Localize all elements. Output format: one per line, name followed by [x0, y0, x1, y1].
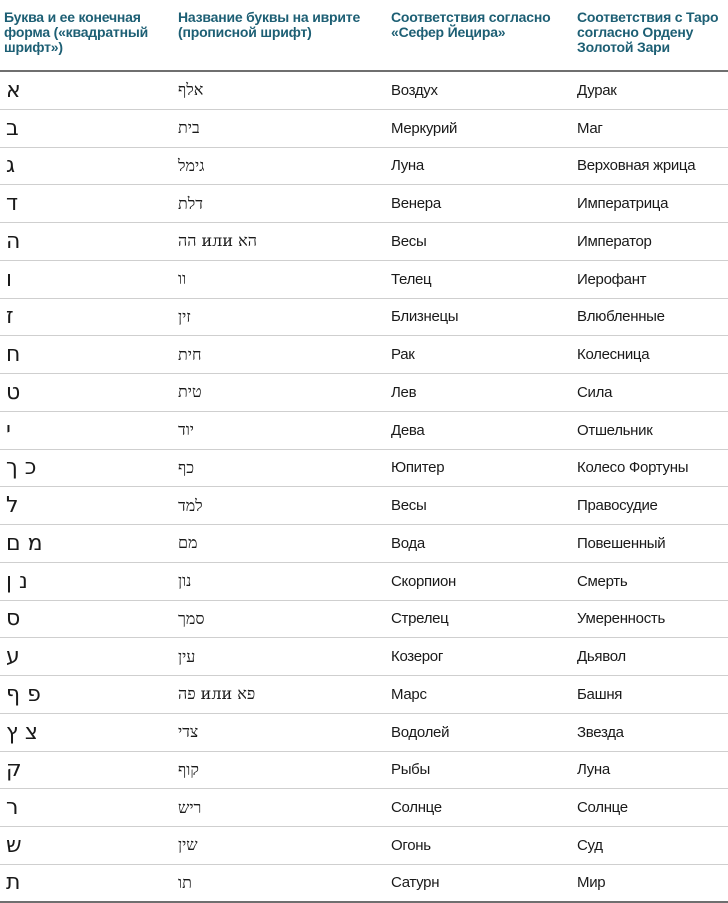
letter-cell: ב [6, 115, 19, 141]
letter-cell: ז [6, 304, 14, 330]
hebrew-name-cell: מם [178, 533, 198, 553]
hebrew-name-cell: זין [178, 306, 191, 326]
tarot-correspondence-cell: Башня [577, 685, 623, 703]
letter-cell: פ ף [6, 681, 41, 707]
letter-cell: ט [6, 379, 21, 405]
letter-cell: ס [6, 606, 21, 632]
hebrew-name-cell: שין [178, 835, 198, 855]
hebrew-name-cell: צדי [178, 722, 199, 742]
letter-cell: מ ם [6, 530, 43, 556]
sefer-correspondence-cell: Юпитер [391, 459, 445, 477]
table-row [0, 487, 728, 525]
table-row [0, 601, 728, 639]
letter-cell: ג [6, 153, 16, 179]
sefer-correspondence-cell: Дева [391, 421, 425, 439]
sefer-correspondence-cell: Козерог [391, 648, 444, 666]
table-row [0, 563, 728, 601]
tarot-correspondence-cell: Сила [577, 383, 613, 401]
tarot-correspondence-cell: Колесница [577, 346, 650, 364]
tarot-correspondence-cell: Мир [577, 874, 606, 892]
sefer-correspondence-cell: Близнецы [391, 308, 459, 326]
letter-cell: צ ץ [6, 719, 38, 745]
letter-cell: ש [6, 832, 22, 858]
tarot-correspondence-cell: Император [577, 232, 652, 250]
letter-cell: א [6, 77, 21, 103]
tarot-correspondence-cell: Дурак [577, 81, 617, 99]
hebrew-name-cell: כף [178, 457, 195, 477]
table-row [0, 789, 728, 827]
letter-cell: ו [6, 266, 12, 292]
tarot-correspondence-cell: Солнце [577, 799, 628, 817]
table-row [0, 185, 728, 223]
hebrew-name-cell: קוף [178, 759, 199, 779]
sefer-correspondence-cell: Водолей [391, 723, 450, 741]
hebrew-name-cell: בית [178, 118, 200, 138]
letter-cell: נ ן [6, 568, 28, 594]
tarot-correspondence-cell: Повешенный [577, 534, 666, 552]
sefer-correspondence-cell: Венера [391, 195, 441, 213]
letter-cell: ר [6, 795, 19, 821]
sefer-correspondence-cell: Рыбы [391, 761, 430, 779]
sefer-correspondence-cell: Сатурн [391, 874, 440, 892]
header-name: Название буквы на иврите (прописной шрифт) [178, 9, 361, 40]
sefer-correspondence-cell: Весы [391, 497, 427, 515]
table-row [0, 110, 728, 148]
sefer-correspondence-cell: Рак [391, 346, 415, 364]
hebrew-name-cell: עין [178, 646, 196, 666]
tarot-correspondence-cell: Правосудие [577, 497, 658, 515]
tarot-correspondence-cell: Дьявол [577, 648, 626, 666]
sefer-correspondence-cell: Телец [391, 270, 432, 288]
sefer-correspondence-cell: Меркурий [391, 119, 458, 137]
tarot-correspondence-cell: Звезда [577, 723, 624, 741]
sefer-correspondence-cell: Вода [391, 534, 425, 552]
hebrew-name-cell: תו [178, 872, 192, 892]
table-row [0, 299, 728, 337]
hebrew-name-cell: ריש [178, 797, 202, 817]
tarot-correspondence-cell: Суд [577, 836, 603, 854]
sefer-correspondence-cell: Солнце [391, 799, 442, 817]
table-row [0, 450, 728, 488]
letter-cell: ה [6, 228, 21, 254]
table-row [0, 223, 728, 261]
table-row [0, 714, 728, 752]
table-row [0, 638, 728, 676]
tarot-correspondence-cell: Отшельник [577, 421, 653, 439]
letter-cell: י [6, 417, 11, 443]
letter-cell: כ ך [6, 455, 37, 481]
table-row [0, 374, 728, 412]
tarot-correspondence-cell: Императрица [577, 195, 669, 213]
header-sefer: Соответствия согласно «Сефер Йецира» [391, 9, 551, 40]
hebrew-name-cell: הא или הה [178, 231, 257, 251]
table-row [0, 752, 728, 790]
tarot-correspondence-cell: Луна [577, 761, 610, 779]
hebrew-name-cell: טית [178, 382, 202, 402]
tarot-correspondence-cell: Иерофант [577, 270, 647, 288]
table-row [0, 525, 728, 563]
table-row [0, 865, 728, 903]
hebrew-name-cell: וו [178, 269, 187, 289]
tarot-correspondence-cell: Верховная жрица [577, 157, 696, 175]
tarot-correspondence-cell: Колесо Фортуны [577, 459, 689, 477]
header-letter: Буква и ее конечная форма («квадратный шрифт») [4, 9, 148, 55]
hebrew-name-cell: חית [178, 344, 202, 364]
sefer-correspondence-cell: Стрелец [391, 610, 449, 628]
table-row [0, 676, 728, 714]
table-body [0, 72, 728, 903]
hebrew-name-cell: פא или פה [178, 684, 256, 704]
tarot-correspondence-cell: Смерть [577, 572, 628, 590]
tarot-correspondence-cell: Влюбленные [577, 308, 665, 326]
sefer-correspondence-cell: Воздух [391, 81, 438, 99]
sefer-correspondence-cell: Луна [391, 157, 424, 175]
sefer-correspondence-cell: Весы [391, 232, 427, 250]
letter-cell: ת [6, 870, 21, 896]
hebrew-name-cell: נון [178, 571, 192, 591]
hebrew-name-cell: למד [178, 495, 203, 515]
hebrew-name-cell: גימל [178, 155, 205, 175]
header-tarot: Соответствия с Таро согласно Ордену Золотой Зари [577, 9, 719, 55]
table-row [0, 827, 728, 865]
sefer-correspondence-cell: Скорпион [391, 572, 456, 590]
letter-cell: ח [6, 342, 21, 368]
table-row [0, 261, 728, 299]
table-row [0, 148, 728, 186]
hebrew-name-cell: דלת [178, 193, 203, 213]
letter-cell: ד [6, 191, 19, 217]
tarot-correspondence-cell: Умеренность [577, 610, 665, 628]
letter-cell: ע [6, 644, 20, 670]
tarot-correspondence-cell: Маг [577, 119, 603, 137]
hebrew-name-cell: יוד [178, 420, 194, 440]
table-header [0, 0, 728, 72]
table-row [0, 72, 728, 110]
table-row [0, 336, 728, 374]
hebrew-name-cell: סמך [178, 608, 205, 628]
sefer-correspondence-cell: Огонь [391, 836, 431, 854]
sefer-correspondence-cell: Лев [391, 383, 417, 401]
sefer-correspondence-cell: Марс [391, 685, 427, 703]
table-row [0, 412, 728, 450]
letter-cell: ק [6, 757, 22, 783]
hebrew-name-cell: אלף [178, 80, 204, 100]
letter-cell: ל [6, 493, 19, 519]
